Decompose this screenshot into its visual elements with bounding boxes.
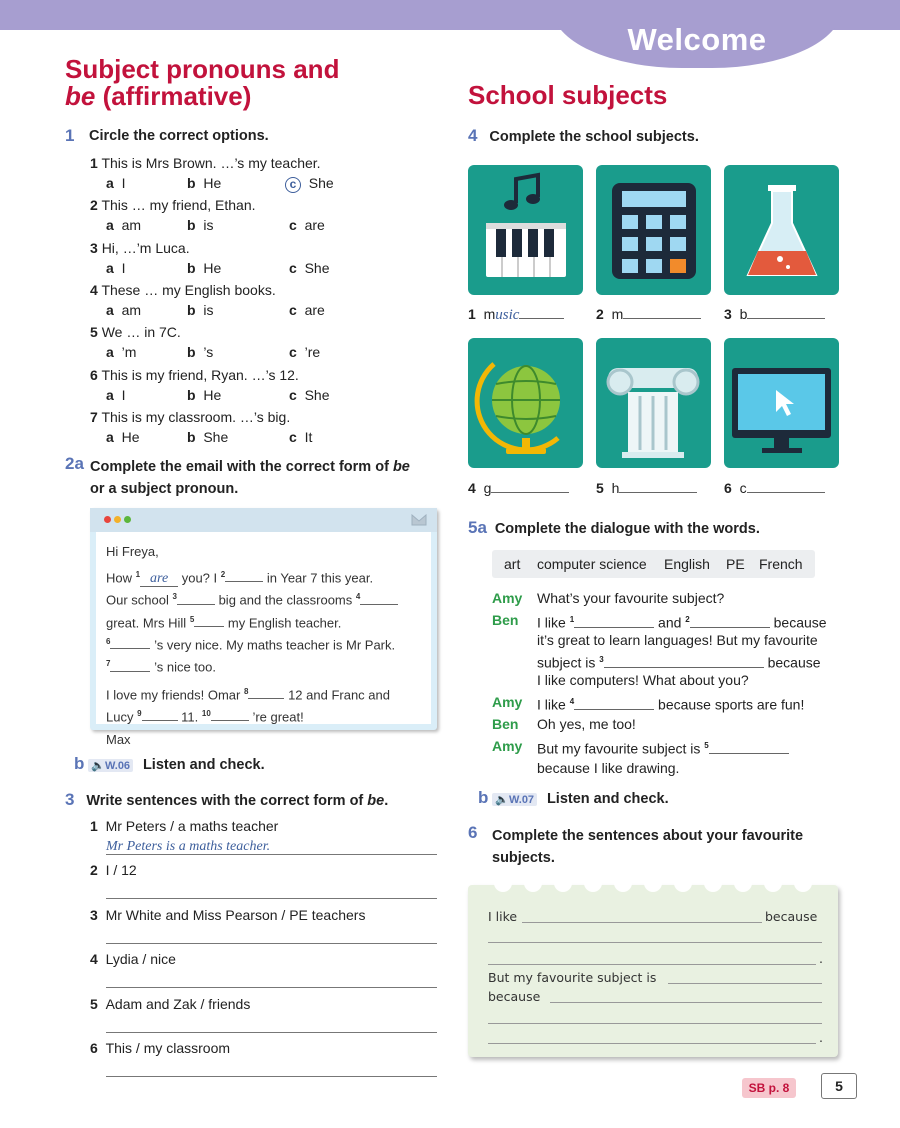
- note-line[interactable]: [488, 1023, 822, 1024]
- option-b[interactable]: b is: [187, 301, 214, 318]
- gap-number: 5: [189, 614, 195, 624]
- item-number: 6: [90, 1040, 98, 1056]
- word-box: [492, 550, 815, 578]
- left-title: [65, 56, 339, 110]
- text: subject is: [537, 654, 596, 671]
- instruction-line2: or a subject pronoun.: [90, 481, 239, 497]
- gap-number: 6: [106, 636, 111, 646]
- gap-number: 2: [685, 615, 690, 624]
- exercise-1: [65, 126, 269, 146]
- first-letter: c: [739, 480, 747, 496]
- note-text: because: [765, 909, 818, 924]
- note-text: .: [819, 951, 823, 966]
- gap-6[interactable]: [110, 636, 150, 649]
- question-row: [90, 367, 299, 383]
- option-a[interactable]: a He: [106, 428, 140, 445]
- email-text: I love my friends! Omar: [106, 686, 241, 702]
- gap-1[interactable]: [574, 615, 654, 628]
- question-row: [90, 155, 321, 171]
- exercise-3: [65, 790, 388, 810]
- subject-label: [468, 480, 569, 496]
- gap-number: 4: [355, 592, 361, 602]
- prompt-text: This / my classroom: [105, 1040, 231, 1056]
- gap-number: 10: [201, 708, 211, 718]
- banner-title: Welcome: [627, 22, 767, 57]
- option-text: She: [308, 175, 334, 191]
- answer-blank[interactable]: [747, 308, 825, 319]
- gap-number: 3: [599, 655, 604, 664]
- instruction-line: subjects.: [492, 850, 555, 866]
- note-line[interactable]: [550, 1002, 822, 1003]
- prompt-text: Adam and Zak / friends: [105, 995, 251, 1012]
- computer-icon: [724, 338, 839, 468]
- column-icon: [596, 338, 711, 468]
- option-b[interactable]: b is: [187, 217, 214, 234]
- gap-10[interactable]: [211, 708, 249, 721]
- sentence-prompt: [90, 1040, 230, 1056]
- option-text: She: [203, 428, 229, 445]
- globe-icon: [468, 338, 583, 468]
- text: But my favourite subject is: [537, 740, 701, 757]
- note-line[interactable]: [522, 922, 762, 923]
- question-row: [90, 282, 276, 298]
- option-a[interactable]: a I: [106, 175, 126, 191]
- example-answer: Mr Peters is a maths teacher.: [106, 839, 271, 854]
- item-number: 3: [90, 239, 98, 256]
- gap-4[interactable]: [360, 592, 398, 605]
- speaker-name: Amy: [492, 738, 523, 754]
- instruction-text: Complete the email with the correct form of: [90, 459, 393, 475]
- exercise-5a: [468, 518, 760, 538]
- prompt-text: Lydia / nice: [105, 951, 176, 968]
- text: because: [767, 654, 821, 671]
- question-text: This is Mrs Brown. …’s my teacher.: [101, 155, 321, 171]
- first-letter: m: [611, 306, 624, 322]
- gap-1-answer: are: [140, 572, 178, 587]
- close-dot-icon: [104, 516, 111, 523]
- option-c[interactable]: c It: [289, 428, 313, 445]
- answer-blank[interactable]: [623, 308, 701, 319]
- gap-5[interactable]: [194, 614, 224, 627]
- answer-line[interactable]: [106, 943, 437, 944]
- option-c[interactable]: c She: [289, 386, 330, 403]
- item-number: 2: [596, 306, 604, 322]
- item-number: 3: [724, 306, 732, 322]
- writing-note: [468, 885, 838, 1057]
- item-number: 1: [90, 818, 98, 834]
- dialogue-line: because I like drawing.: [537, 760, 680, 776]
- option-a[interactable]: a am: [106, 301, 142, 318]
- note-text: I like: [488, 909, 518, 924]
- left-title-line1: Subject pronouns and: [65, 54, 340, 84]
- sentence-prompt: [90, 951, 176, 967]
- gap-2[interactable]: [225, 569, 263, 582]
- gap-number: 3: [172, 592, 177, 602]
- left-title-em: be: [65, 81, 96, 111]
- word-item: English: [664, 556, 710, 572]
- option-text: He: [203, 386, 222, 403]
- exercise-instruction: Complete the dialogue with the words.: [494, 521, 760, 537]
- question-text: We … in 7C.: [101, 324, 181, 341]
- instruction-em: be: [392, 459, 410, 475]
- answer-blank[interactable]: [747, 482, 825, 493]
- item-number: 5: [90, 995, 98, 1012]
- gap-number: 9: [137, 708, 142, 718]
- exercise-number: 4: [468, 126, 478, 145]
- exercise-number: 1: [65, 126, 75, 145]
- option-text: is: [203, 301, 214, 318]
- option-text: are: [304, 217, 325, 234]
- exercise-instruction: Complete the school subjects.: [489, 129, 699, 145]
- item-number: 1: [90, 155, 98, 171]
- option-text: I: [121, 259, 126, 276]
- answer-line[interactable]: [106, 987, 437, 988]
- question-text: These … my English books.: [101, 281, 276, 298]
- exercise-number: 5a: [468, 518, 487, 537]
- item-number: 5: [90, 324, 98, 341]
- gap-number: 1: [569, 615, 575, 624]
- exercise-2b: [74, 754, 265, 774]
- item-number: 1: [468, 306, 476, 322]
- speaker-name: Amy: [492, 590, 523, 606]
- dialogue-line: I like computers! What about you?: [537, 672, 749, 688]
- gap-7[interactable]: [110, 659, 150, 672]
- option-a[interactable]: a I: [106, 259, 126, 276]
- email-text: 12 and Franc and: [288, 686, 390, 702]
- option-text: He: [203, 259, 222, 276]
- gap-9[interactable]: [142, 708, 178, 721]
- item-number: 2: [90, 862, 98, 879]
- option-text: am: [121, 301, 142, 318]
- text: I like: [537, 696, 566, 713]
- biology-tile: [724, 165, 839, 295]
- circled-option-icon: c: [285, 177, 301, 193]
- note-line[interactable]: [488, 1043, 816, 1044]
- option-text: ’m: [121, 344, 137, 361]
- text: I like: [537, 614, 566, 631]
- item-number: 4: [90, 951, 98, 968]
- audio-track[interactable]: [492, 793, 537, 806]
- option-b[interactable]: b ’s: [187, 344, 214, 361]
- exercise-4: [468, 126, 699, 146]
- option-text: It: [304, 428, 313, 445]
- item-number: 6: [724, 480, 732, 496]
- flask-icon: [724, 165, 839, 295]
- speaker-name: Ben: [492, 716, 519, 732]
- option-text: I: [121, 386, 126, 403]
- text: because sports are fun!: [658, 696, 805, 713]
- email-text: How: [106, 570, 133, 586]
- note-line[interactable]: [488, 942, 822, 943]
- option-text: She: [304, 259, 330, 276]
- option-a[interactable]: a am: [106, 217, 142, 234]
- answer-blank[interactable]: [491, 482, 569, 493]
- answer-text: usic: [495, 307, 520, 323]
- sentence-prompt: [90, 996, 250, 1012]
- speaker-name: Amy: [492, 694, 523, 710]
- instruction-text: Write sentences with the correct form of: [86, 793, 368, 809]
- gap-number: 7: [106, 659, 111, 669]
- item-number: 2: [90, 197, 98, 214]
- question-text: This is my friend, Ryan. …’s 12.: [101, 366, 299, 383]
- prompt-text: Mr Peters / a maths teacher: [105, 818, 279, 834]
- right-title: School subjects: [468, 80, 668, 110]
- subject-label: [724, 306, 825, 322]
- option-text: are: [304, 301, 325, 318]
- question-row: [90, 409, 290, 425]
- exercise-instruction: Listen and check.: [546, 791, 669, 807]
- section-banner: [552, 0, 842, 68]
- gap-4[interactable]: [574, 697, 654, 710]
- email-text: ’s nice too.: [154, 659, 216, 675]
- word-item: French: [759, 556, 803, 572]
- prompt-text: I / 12: [105, 862, 137, 879]
- music-icon: [468, 165, 583, 295]
- first-letter: g: [483, 480, 492, 496]
- sentence-prompt: [90, 862, 137, 878]
- option-b[interactable]: b He: [187, 175, 222, 191]
- audio-code: W.07: [508, 794, 535, 806]
- question-text: This is my classroom. …’s big.: [101, 408, 291, 425]
- item-number: 6: [90, 366, 98, 383]
- exercise-6-instruction: [492, 825, 803, 869]
- student-book-reference: SB p. 8: [742, 1078, 796, 1098]
- email-text: my English teacher.: [227, 614, 342, 630]
- audio-track[interactable]: [88, 759, 133, 772]
- email-text: 11.: [181, 709, 199, 725]
- audio-code: W.06: [104, 760, 131, 772]
- question-row: [90, 240, 190, 256]
- prompt-text: Mr White and Miss Pearson / PE teachers: [105, 906, 366, 923]
- question-text: Hi, …’m Luca.: [101, 239, 190, 256]
- option-c[interactable]: c She: [289, 259, 330, 276]
- email-window: [90, 508, 437, 748]
- email-signature: Max: [106, 732, 131, 748]
- answer-blank[interactable]: [619, 482, 697, 493]
- geography-tile: [468, 338, 583, 468]
- option-b[interactable]: b He: [187, 386, 222, 403]
- first-letter: m: [483, 306, 496, 322]
- item-number: 7: [90, 408, 98, 425]
- email-text: Lucy: [106, 709, 134, 725]
- gap-5[interactable]: [709, 741, 789, 754]
- word-item: computer science: [537, 556, 647, 572]
- option-b[interactable]: b She: [187, 428, 229, 445]
- dialogue-line: What’s your favourite subject?: [537, 590, 725, 606]
- answer-line[interactable]: [106, 898, 437, 899]
- option-c[interactable]: [285, 175, 334, 193]
- instruction-text: .: [384, 793, 389, 809]
- option-text: is: [203, 217, 214, 234]
- speaker-icon: 🔈: [91, 760, 105, 772]
- gap-number: 2: [220, 570, 226, 579]
- dialogue-line: [537, 692, 804, 715]
- exercise-instruction: Listen and check.: [142, 757, 265, 773]
- maths-tile: [596, 165, 711, 295]
- page-number: 5: [821, 1073, 857, 1099]
- left-title-rest: (affirmative): [95, 81, 252, 111]
- note-text: But my favourite subject is: [488, 970, 657, 985]
- email-text: great. Mrs Hill: [106, 614, 187, 630]
- word-item: PE: [726, 556, 745, 572]
- option-text: She: [304, 386, 330, 403]
- email-text: Our school: [106, 592, 169, 608]
- exercise-5b: [478, 788, 669, 808]
- option-c[interactable]: c are: [289, 217, 325, 234]
- calculator-icon: [596, 165, 711, 295]
- option-a[interactable]: a I: [106, 386, 126, 403]
- option-c[interactable]: c are: [289, 301, 325, 318]
- computer-tile: [724, 338, 839, 468]
- email-body: [96, 532, 431, 748]
- gap-8[interactable]: [248, 686, 284, 699]
- exercise-number: 3: [65, 790, 75, 809]
- gap-number: 4: [569, 697, 575, 706]
- option-text: am: [121, 217, 142, 234]
- exercise-6-number: 6: [468, 823, 478, 842]
- speaker-icon: 🔈: [495, 794, 509, 806]
- item-number: 5: [596, 480, 604, 496]
- exercise-instruction: Circle the correct options.: [89, 128, 269, 144]
- option-a[interactable]: a ’m: [106, 344, 137, 361]
- email-text: big and the classrooms: [218, 592, 353, 608]
- gap-3[interactable]: [177, 592, 215, 605]
- subject-label: [596, 306, 701, 322]
- subject-label: [596, 480, 697, 496]
- music-tile: [468, 165, 583, 295]
- email-text: you? I: [181, 570, 218, 586]
- history-tile: [596, 338, 711, 468]
- gap-number: 5: [704, 741, 709, 750]
- gap-number: 1: [135, 570, 141, 579]
- dialogue-line: [537, 736, 789, 759]
- gap-3[interactable]: [604, 655, 764, 668]
- minimize-dot-icon: [114, 516, 121, 523]
- question-row: [90, 324, 181, 340]
- question-row: [90, 197, 256, 213]
- answer-blank[interactable]: [519, 308, 564, 319]
- text: and: [658, 614, 682, 631]
- first-letter: h: [611, 480, 620, 496]
- exercise-letter: b: [74, 754, 85, 773]
- envelope-icon: [411, 514, 427, 526]
- exercise-2a-number: 2a: [65, 454, 84, 473]
- option-text: He: [203, 175, 222, 191]
- option-c[interactable]: c ’re: [289, 344, 321, 361]
- option-text: I: [121, 175, 126, 191]
- sentence-prompt: [90, 907, 365, 923]
- item-number: 4: [90, 281, 98, 298]
- speaker-name: Ben: [492, 612, 519, 628]
- subject-label: [468, 306, 564, 324]
- exercise-2a-instruction: [90, 456, 410, 500]
- email-text: in Year 7 this year.: [266, 570, 374, 586]
- subject-label: [724, 480, 825, 496]
- option-b[interactable]: b He: [187, 259, 222, 276]
- note-line[interactable]: [668, 983, 822, 984]
- first-letter: b: [739, 306, 748, 322]
- answer-line[interactable]: [106, 1076, 437, 1077]
- text: because: [773, 614, 827, 631]
- instruction-line: Complete the sentences about your favourite: [492, 828, 804, 844]
- option-text: ’s: [203, 344, 214, 361]
- sentence-prompt: [90, 818, 278, 834]
- note-text: .: [819, 1030, 823, 1045]
- note-scallops: [468, 879, 838, 895]
- question-text: This … my friend, Ethan.: [101, 197, 256, 214]
- email-titlebar: [90, 508, 437, 532]
- item-number: 4: [468, 480, 476, 496]
- gap-2[interactable]: [690, 615, 770, 628]
- option-text: ’re: [304, 344, 321, 361]
- note-text: because: [488, 989, 541, 1004]
- exercise-letter: b: [478, 788, 489, 807]
- email-greeting: Hi Freya,: [106, 544, 159, 559]
- note-line[interactable]: [488, 964, 816, 965]
- instruction-em: be: [367, 793, 385, 809]
- dialogue-line: it’s great to learn languages! But my favourite: [537, 632, 818, 648]
- answer-line[interactable]: [106, 854, 437, 855]
- email-text: ’s very nice. My maths teacher is Mr Park.: [154, 637, 396, 653]
- dialogue-line: Oh yes, me too!: [537, 716, 636, 732]
- option-text: He: [121, 428, 140, 445]
- answer-line[interactable]: [106, 1032, 437, 1033]
- maximize-dot-icon: [124, 516, 131, 523]
- gap-number: 8: [244, 686, 249, 696]
- email-text: ’re great!: [252, 709, 304, 725]
- word-item: art: [504, 556, 521, 572]
- item-number: 3: [90, 906, 98, 923]
